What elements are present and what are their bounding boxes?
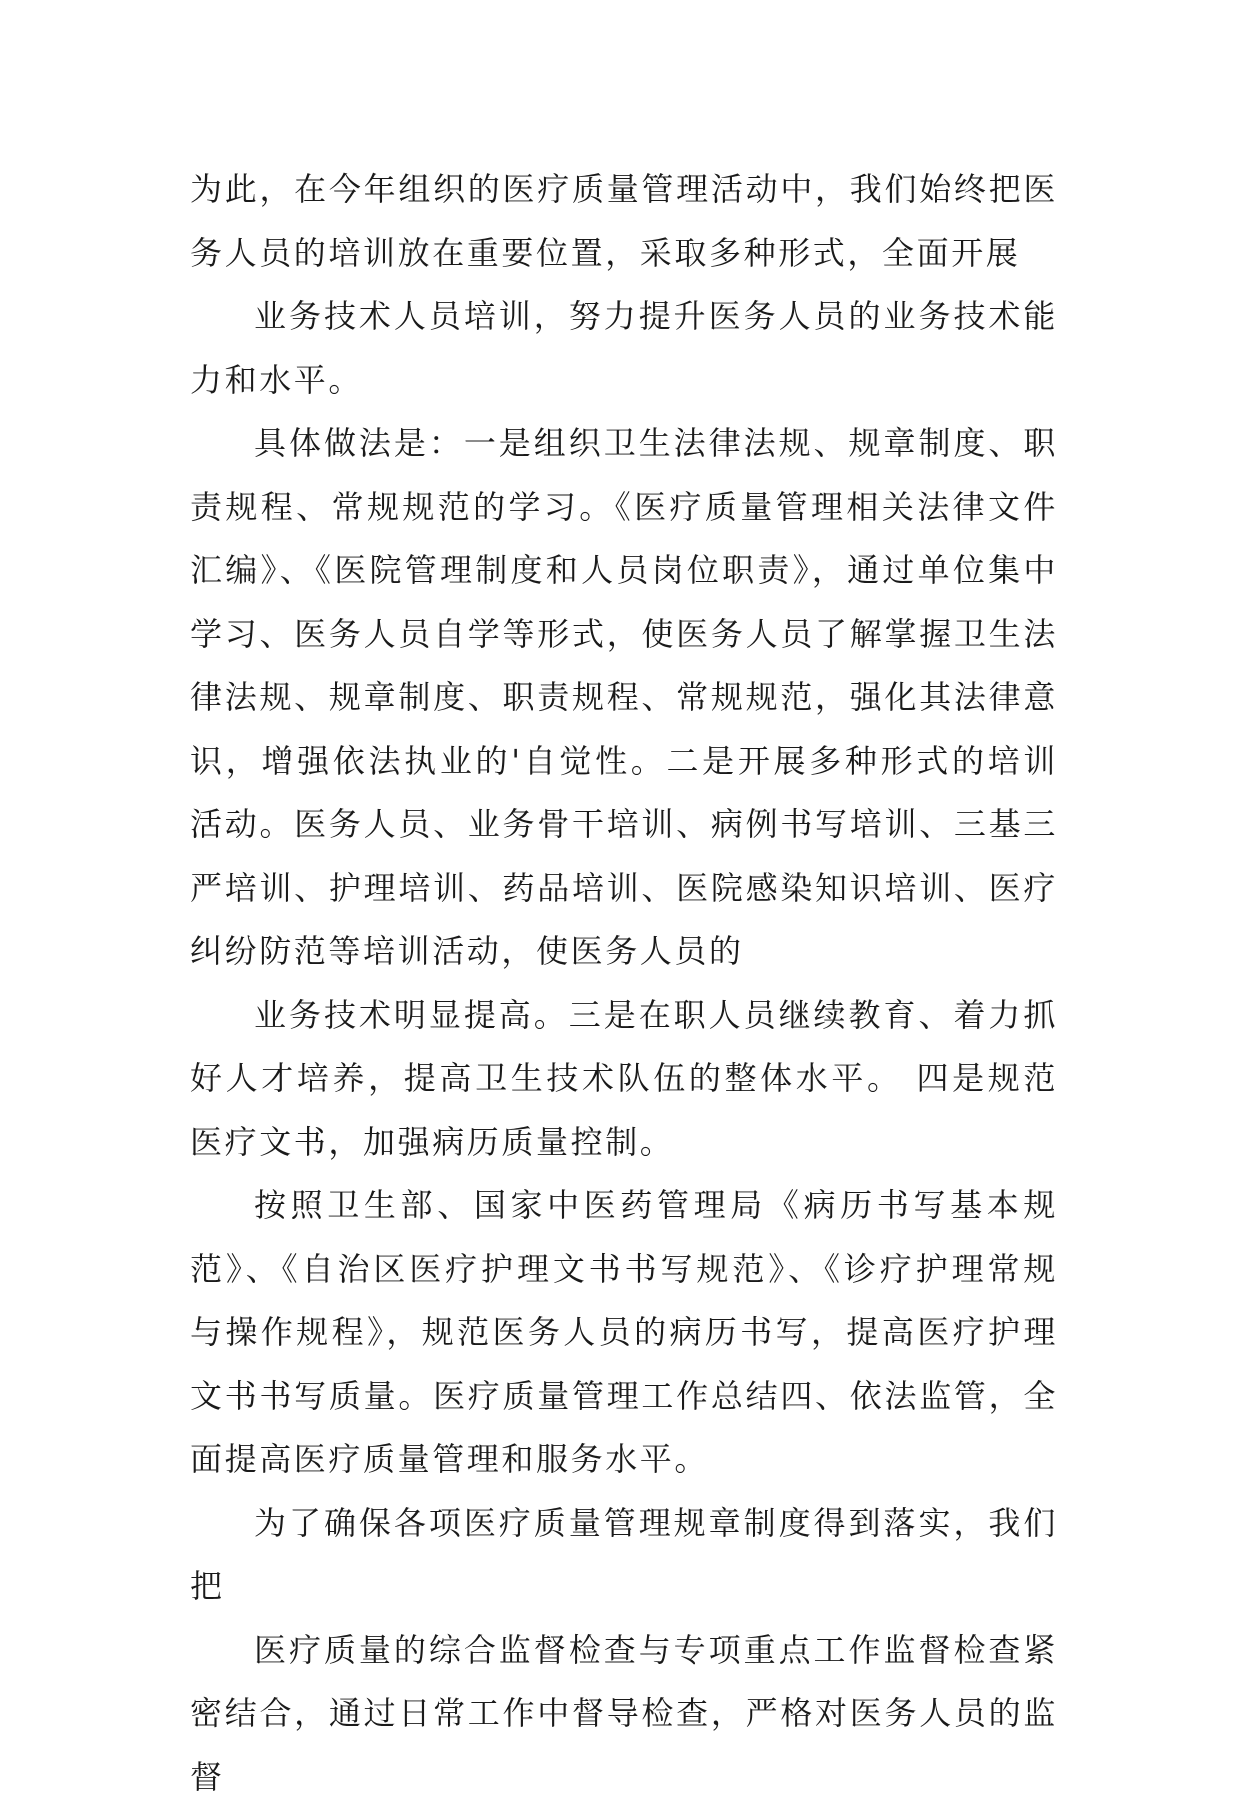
document-page — [190, 158, 1058, 1809]
paragraph-7: 医疗质量的综合监督检查与专项重点工作监督检查紧密结合，通过日常工作中督导检查，严格对医务人员的监督 — [190, 1619, 1058, 1809]
paragraph-2: 业务技术人员培训，努力提升医务人员的业务技术能力和水平。 — [190, 285, 1058, 412]
paragraph-1: 为此，在今年组织的医疗质量管理活动中，我们始终把医务人员的培训放在重要位置，采取多种形式，全面开展 — [190, 158, 1058, 285]
paragraph-4: 业务技术明显提高。三是在职人员继续教育、着力抓好人才培养，提高卫生技术队伍的整体水平。 四是规范医疗文书，加强病历质量控制。 — [190, 984, 1058, 1175]
paragraph-5: 按照卫生部、国家中医药管理局《病历书写基本规范》、《自治区医疗护理文书书写规范》、《诊疗护理常规与操作规程》，规范医务人员的病历书写，提高医疗护理文书书写质量。医疗质量管理工作总结四、依法监管，全面提高医疗质量管理和服务水平。 — [190, 1174, 1058, 1492]
paragraph-6: 为了确保各项医疗质量管理规章制度得到落实，我们把 — [190, 1492, 1058, 1619]
paragraph-3: 具体做法是：一是组织卫生法律法规、规章制度、职责规程、常规规范的学习。《医疗质量管理相关法律文件汇编》、《医院管理制度和人员岗位职责》，通过单位集中学习、医务人员自学等形式，使医务人员了解掌握卫生法律法规、规章制度、职责规程、常规规范，强化其法律意识，增强依法执业的'自觉性。二是开展多种形式的培训活动。医务人员、业务骨干培训、病例书写培训、三基三严培训、护理培训、药品培训、医院感染知识培训、医疗纠纷防范等培训活动，使医务人员的 — [190, 412, 1058, 984]
